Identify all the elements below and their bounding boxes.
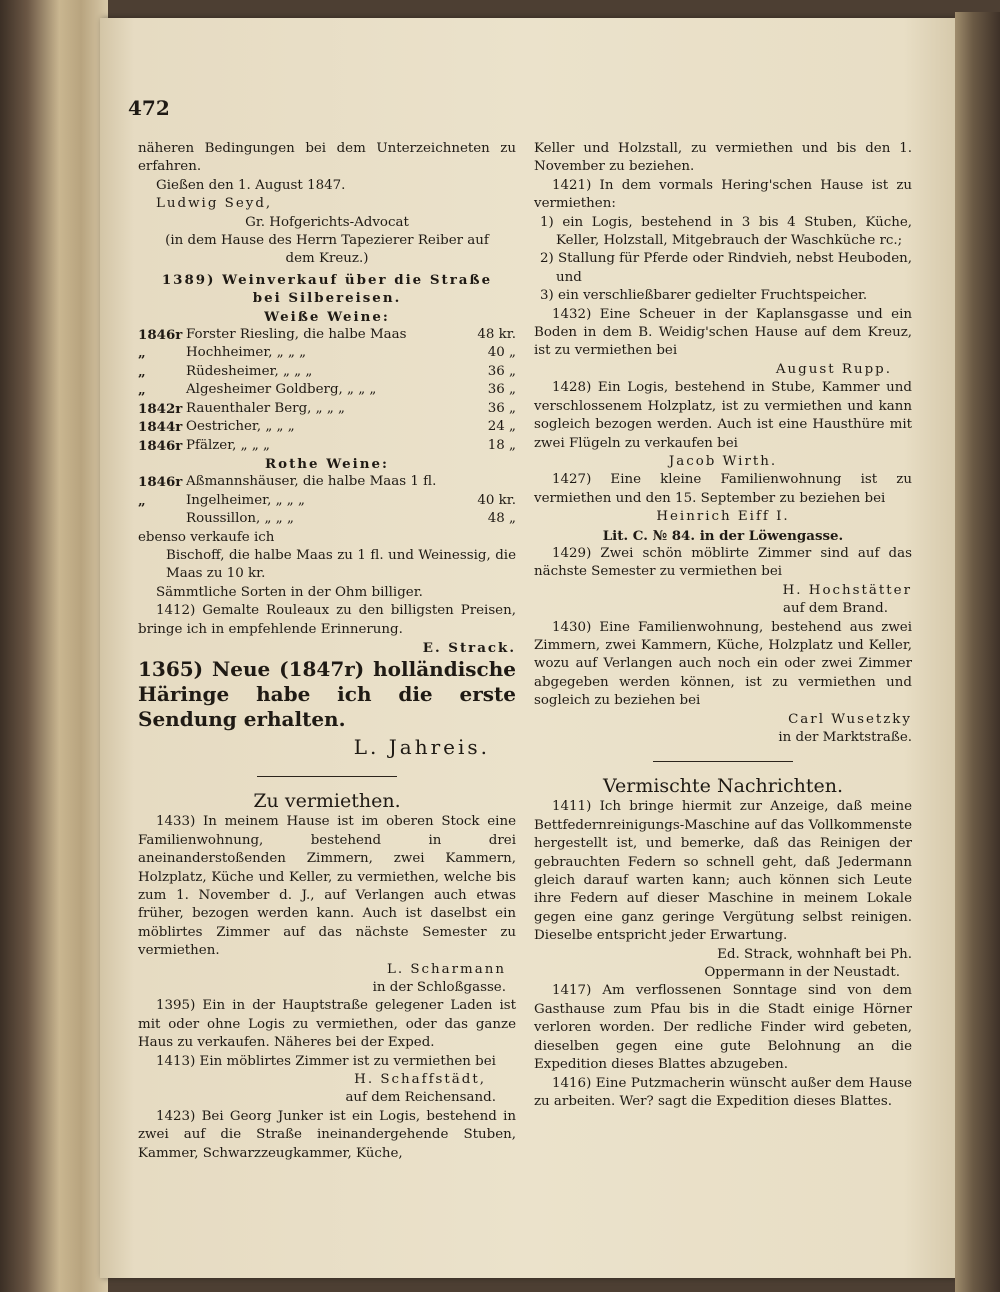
wine-category-heading: Rothe Weine:	[265, 455, 389, 472]
wine-price: 40 „	[487, 345, 516, 361]
left-column	[138, 140, 516, 1163]
wine-price: 40 kr.	[477, 492, 516, 508]
wine-price: 18 „	[487, 437, 516, 453]
wine-year: 1846r	[138, 474, 183, 491]
ad-1429: 1429) Zwei schön möblirte Zimmer sind auf das nächste Semester zu vermiethen bei	[534, 545, 912, 580]
wine-row	[138, 437, 516, 455]
book-binding-edge	[0, 0, 108, 1292]
wine-name: Aßmannshäuser, die halbe Maas 1 fl.	[186, 474, 437, 490]
wine-year	[138, 510, 186, 528]
wine-year: „	[138, 345, 146, 362]
ad-1430: 1430) Eine Familienwohnung, bestehend aus zwei Zimmern, zwei Kammern, Küche, Holzplatz und Keller, wozu auf Verlangen auch noch ein oder zwei Zimmer abgegeben werden können, ist zu vermiethen und sogleich zu beziehen bei	[534, 619, 912, 709]
text-paragraph: Sämmtliche Sorten in der Ohm billiger.	[156, 584, 423, 600]
wine-price: 48 „	[487, 511, 516, 527]
signature: L. Jahreis.	[353, 735, 490, 760]
section-heading: Vermischte Nachrichten.	[603, 775, 843, 798]
signature-address: auf dem Reichensand.	[345, 1090, 496, 1106]
text-paragraph: Keller und Holzstall, zu vermiethen und bis den 1. November zu beziehen.	[534, 141, 912, 175]
wine-year: 1846r	[138, 437, 183, 454]
next-page-edge	[955, 12, 1000, 1292]
signature: E. Strack.	[422, 639, 516, 656]
ad-1395: 1395) Ein in der Hauptstraße gelegener Laden ist mit oder ohne Logis zu vermiethen, oder das ganze Haus zu verkaufen. Näheres bei der Exped.	[138, 998, 516, 1051]
signature-address: Lit. C. № 84. in der Löwengasse.	[602, 527, 844, 544]
ad-1416: 1416) Eine Putzmacherin wünscht außer dem Hause zu arbeiten. Wer? sagt die Expedition dieses Blattes.	[534, 1075, 912, 1109]
wine-row	[138, 473, 516, 491]
text-paragraph: Bischoff, die halbe Maas zu 1 fl. und Weinessig, die Maas zu 10 kr.	[166, 547, 516, 582]
wine-row	[138, 326, 516, 344]
wine-name: Oestricher, „ „ „	[186, 419, 295, 435]
signature-address: Oppermann in der Neustadt.	[704, 965, 900, 981]
wine-row	[138, 400, 516, 418]
wine-row	[138, 363, 516, 381]
wine-row	[138, 344, 516, 362]
wine-price: 36 „	[487, 382, 516, 398]
ad-heading: bei Silbereisen.	[252, 290, 402, 307]
wine-price: 24 „	[487, 419, 516, 435]
wine-name: Algesheimer Goldberg, „ „ „	[186, 382, 377, 398]
list-item: 1) ein Logis, bestehend in 3 bis 4 Stuben, Küche, Keller, Holzstall, Mitgebrauch der Waschküche rc.;	[540, 214, 912, 249]
ad-1428: 1428) Ein Logis, bestehend in Stube, Kammer und verschlossenem Holzplatz, ist zu vermiethen und kann sogleich bezogen werden. Auch ist eine Hausthüre mit zwei Flügeln zu verkaufen bei	[534, 380, 912, 451]
wine-category-heading: Weiße Weine:	[264, 308, 390, 325]
ad-1413: 1413) Ein möblirtes Zimmer ist zu vermiethen bei	[156, 1053, 496, 1069]
wine-name: Rüdesheimer, „ „ „	[186, 363, 313, 379]
wine-row	[138, 418, 516, 436]
red-wine-table	[138, 473, 516, 528]
wine-name: Roussillon, „ „ „	[186, 511, 294, 527]
signature-title: Gr. Hofgerichts-Advocat	[245, 214, 409, 230]
wine-price	[468, 473, 516, 491]
signature-address: auf dem Brand.	[783, 601, 888, 617]
list-item: 2) Stallung für Pferde oder Rindvieh, nebst Heuboden, und	[540, 251, 913, 285]
wine-year: 1844r	[138, 419, 183, 436]
wine-year: „	[138, 382, 146, 399]
wine-row	[138, 381, 516, 399]
text-paragraph: ebenso verkaufe ich	[138, 529, 275, 545]
ad-1421: 1421) In dem vormals Hering'schen Hause ist zu vermiethen:	[534, 177, 912, 212]
signature-address: in der Schloßgasse.	[372, 980, 506, 996]
wine-year: „	[138, 363, 146, 380]
wine-year: „	[138, 492, 146, 509]
numbered-list	[534, 214, 912, 306]
wine-row	[138, 510, 516, 528]
ad-1411: 1411) Ich bringe hiermit zur Anzeige, daß meine Bettfedernreinigungs-Maschine auf das Vollkommenste hergestellt ist, und bemerke, daß das Reinigen der gebrauchten Federn so schnell geht, daß Jedermann gleich darauf warten kann; auch können sich Leute ihre Federn auf dieser Maschine in meinem Lokale gegen eine ganz geringe Vergütung selbst reinigen. Dieselbe entspricht jeder Erwartung.	[534, 799, 912, 944]
section-heading: Zu vermiethen.	[253, 790, 401, 813]
text-paragraph: näheren Bedingungen bei dem Unterzeichneten zu erfahren.	[138, 141, 516, 175]
wine-name: Ingelheimer, „ „ „	[186, 492, 305, 508]
wine-name: Pfälzer, „ „ „	[186, 437, 270, 453]
wine-year: 1842r	[138, 400, 183, 417]
wine-name: Hochheimer, „ „ „	[186, 345, 307, 361]
signature: Jacob Wirth.	[668, 453, 778, 469]
wine-name: Forster Riesling, die halbe Maas	[186, 327, 407, 343]
wine-year: 1846r	[138, 327, 183, 344]
divider	[257, 776, 397, 777]
white-wine-table	[138, 326, 516, 455]
wine-price: 48 kr.	[477, 327, 516, 343]
signature: Heinrich Eiff I.	[656, 509, 790, 525]
signature-address: in der Marktstraße.	[778, 730, 912, 745]
signature: L. Scharmann	[386, 961, 506, 977]
right-column	[534, 140, 912, 1111]
ad-heading: 1389) Weinverkauf über die Straße	[161, 271, 493, 288]
date-line: Gießen den 1. August 1847.	[156, 177, 346, 193]
signature: Carl Wusetzky	[788, 711, 912, 727]
divider	[653, 761, 793, 762]
signature: Ludwig Seyd,	[156, 196, 273, 212]
list-item: 3) ein verschließbarer gedielter Fruchtspeicher.	[540, 288, 868, 304]
signature: H. Hochstätter	[782, 582, 912, 598]
ad-1412: 1412) Gemalte Rouleaux zu den billigsten Preisen, bringe ich in empfehlende Erinnerung.	[138, 603, 516, 637]
signature: H. Schaffstädt,	[354, 1072, 486, 1088]
ad-1432: 1432) Eine Scheuer in der Kaplansgasse und ein Boden in dem B. Weidig'schen Hause auf dem Kreuz, ist zu vermiethen bei	[534, 306, 912, 359]
ad-1423: 1423) Bei Georg Junker ist ein Logis, bestehend in zwei auf die Straße ineinandergehende Stuben, Kammer, Schwarzzeugkammer, Küche,	[138, 1108, 516, 1161]
ad-1365: 1365) Neue (1847r) holländische Häringe habe ich die erste Sendung erhalten.	[138, 657, 516, 732]
ad-1427: 1427) Eine kleine Familienwohnung ist zu vermiethen und den 15. September zu beziehen bei	[534, 472, 912, 506]
signature: August Rupp.	[775, 361, 892, 377]
signature-address: (in dem Hause des Herrn Tapezierer Reiber auf dem Kreuz.)	[165, 233, 489, 267]
signature: Ed. Strack, wohnhaft bei Ph.	[717, 946, 912, 962]
page-number: 472	[128, 96, 170, 120]
wine-row	[138, 492, 516, 510]
ad-1417: 1417) Am verflossenen Sonntage sind von dem Gasthause zum Pfau bis in die Stadt einige Hörner verloren worden. Der redliche Finder wird gebeten, dieselben gegen eine gute Belohnung an die Expedition dieses Blattes abzugeben.	[534, 983, 912, 1073]
ad-1433: 1433) In meinem Hause ist im oberen Stock eine Familienwohnung, bestehend in drei aneinanderstoßenden Zimmern, zwei Kammern, Holzplatz, Küche und Keller, zu vermiethen, welche bis zum 1. November d. J., auf Verlangen auch etwas früher, bezogen werden kann. Auch ist daselbst ein möblirtes Zimmer auf das nächste Semester zu vermiethen.	[138, 814, 516, 959]
wine-name: Rauenthaler Berg, „ „ „	[186, 400, 345, 416]
wine-price: 36 „	[487, 363, 516, 379]
wine-price: 36 „	[487, 400, 516, 416]
